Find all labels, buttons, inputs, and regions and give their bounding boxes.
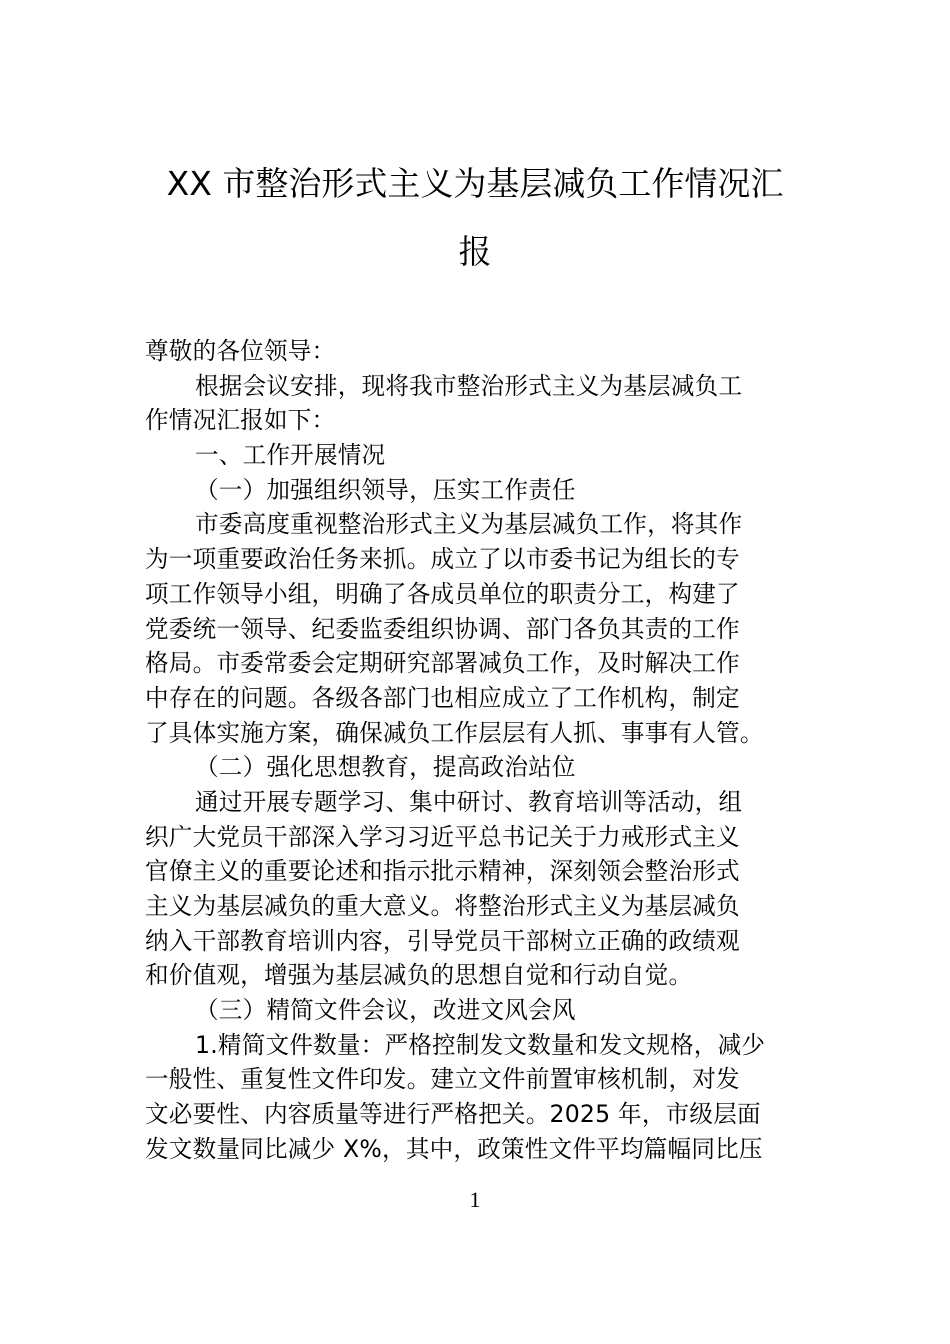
subsection-heading: （二）强化思想教育，提高政治站位 [195,753,576,782]
paragraph-line: 主义为基层减负的重大意义。将整治形式主义为基层减负 [145,892,740,920]
paragraph-line: 纳入干部教育培训内容，引导党员干部树立正确的政绩观 [145,926,740,955]
paragraph-line: 通过开展专题学习、集中研讨、教育培训等活动，组 [195,787,743,816]
paragraph-line: 官僚主义的重要论述和指示批示精神，深刻领会整治形式 [145,857,740,886]
paragraph-line: 市委高度重视整治形式主义为基层减负工作，将其作 [195,510,743,539]
paragraph-line: 文必要性、内容质量等进行严格把关。2025 年，市级层面 [145,1100,761,1129]
section-heading: 一、工作开展情况 [195,441,386,470]
paragraph-line: 根据会议安排，现将我市整治形式主义为基层减负工 [195,371,743,400]
paragraph-line: 织广大党员干部深入学习习近平总书记关于力戒形式主义 [145,822,740,851]
paragraph-line: 发文数量同比减少 X%，其中，政策性文件平均篇幅同比压 [145,1134,763,1163]
paragraph-line: 和价值观，增强为基层减负的思想自觉和行动自觉。 [145,961,693,990]
paragraph-line: 1.精简文件数量：严格控制发文数量和发文规格，减少 [195,1030,766,1059]
salutation: 尊敬的各位领导： [145,337,336,365]
title-line-1: XX 市整治形式主义为基层减负工作情况汇 [166,164,784,203]
subsection-heading: （三）精简文件会议，改进文风会风 [195,996,576,1025]
paragraph-line: 格局。市委常委会定期研究部署减负工作，及时解决工作 [145,649,740,678]
paragraph-line: 项工作领导小组，明确了各成员单位的职责分工，构建了 [145,579,740,608]
paragraph-line: 作情况汇报如下： [145,406,336,435]
paragraph-line: 了具体实施方案，确保减负工作层层有人抓、事事有人管。 [145,718,764,747]
paragraph-line: 为一项重要政治任务来抓。成立了以市委书记为组长的专 [145,545,740,574]
subsection-heading: （一）加强组织领导，压实工作责任 [195,475,576,504]
page-number: 1 [469,1187,481,1212]
document-title [140,150,810,286]
paragraph-line: 中存在的问题。各级各部门也相应成立了工作机构，制定 [145,683,740,712]
title-line-2: 报 [458,232,492,271]
paragraph-line: 党委统一领导、纪委监委组织协调、部门各负其责的工作 [145,614,740,643]
document-body [145,334,815,1167]
paragraph-line: 一般性、重复性文件印发。建立文件前置审核机制，对发 [145,1065,740,1094]
